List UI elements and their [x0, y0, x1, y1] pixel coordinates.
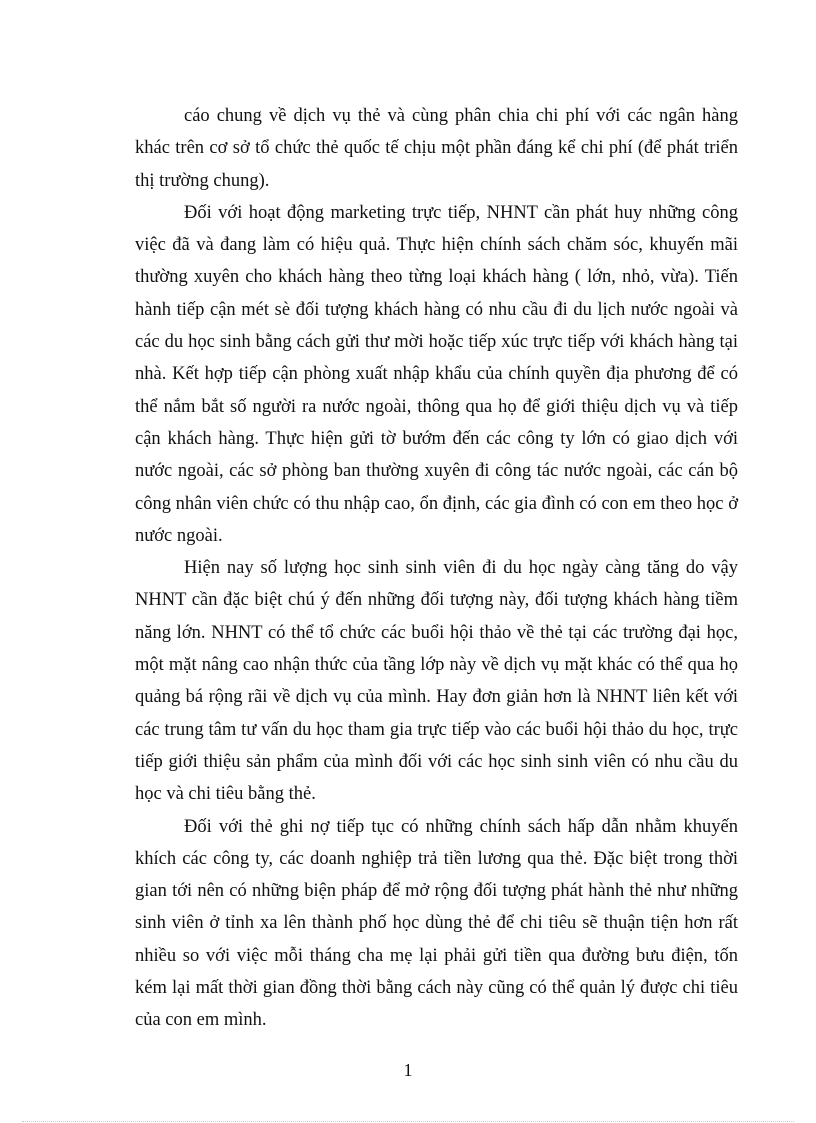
page-bottom-divider [22, 1121, 794, 1122]
paragraph-1: cáo chung về dịch vụ thẻ và cùng phân chia chi phí với các ngân hàng khác trên cơ sở tổ chức thẻ quốc tế chịu một phần đáng kể chi phí (để phát triển thị trường chung). [135, 106, 738, 191]
paragraph-2: Đối với hoạt động marketing trực tiếp, NHNT cần phát huy những công việc đã và đang làm có hiệu quả. Thực hiện chính sách chăm sóc, khuyến mãi thường xuyên cho khách hàng theo từng loại khách hàng ( lớn, nhỏ, vừa). Tiến hành tiếp cận mét sè đối tượng khách hàng có nhu cầu đi du lịch nước ngoài và các du học sinh bằng cách gửi thư mời hoặc tiếp xúc trực tiếp với khách hàng tại nhà. Kết hợp tiếp cận phòng xuất nhập khẩu của chính quyền địa phương để có thể nắm bắt số người ra nước ngoài, thông qua họ để giới thiệu dịch vụ và tiếp cận khách hàng. Thực hiện gửi tờ bướm đến các công ty lớn có giao dịch với nước ngoài, các sở phòng ban thường xuyên đi công tác nước ngoài, các cán bộ công nhân viên chức có thu nhập cao, ổn định, các gia đình có con em theo học ở nước ngoài. [135, 202, 738, 546]
document-body [135, 100, 738, 1037]
paragraph-4: Đối với thẻ ghi nợ tiếp tục có những chính sách hấp dẫn nhằm khuyến khích các công ty, các doanh nghiệp trả tiền lương qua thẻ. Đặc biệt trong thời gian tới nên có những biện pháp để mở rộng đối tượng phát hành thẻ như những sinh viên ở tỉnh xa lên thành phố học dùng thẻ để chi tiêu sẽ thuận tiện hơn rất nhiều so với việc mỗi tháng cha mẹ lại phải gửi tiền qua đường bưu điện, tốn kém lại mất thời gian đồng thời bằng cách này cũng có thể quản lý được chi tiêu của con em mình. [135, 816, 738, 1031]
paragraph-3: Hiện nay số lượng học sinh sinh viên đi du học ngày càng tăng do vậy NHNT cần đặc biệt chú ý đến những đối tượng này, đối tượng khách hàng tiềm năng lớn. NHNT có thể tổ chức các buổi hội thảo về thẻ tại các trường đại học, một mặt nâng cao nhận thức của tầng lớp này về dịch vụ mặt khác có thể qua họ quảng bá rộng rãi về dịch vụ của mình. Hay đơn giản hơn là NHNT liên kết với các trung tâm tư vấn du học tham gia trực tiếp vào các buổi hội thảo du học, trực tiếp giới thiệu sản phẩm của mình đối với các học sinh sinh viên có nhu cầu du học và chi tiêu bằng thẻ. [135, 558, 738, 805]
page-number: 1 [403, 1060, 413, 1080]
